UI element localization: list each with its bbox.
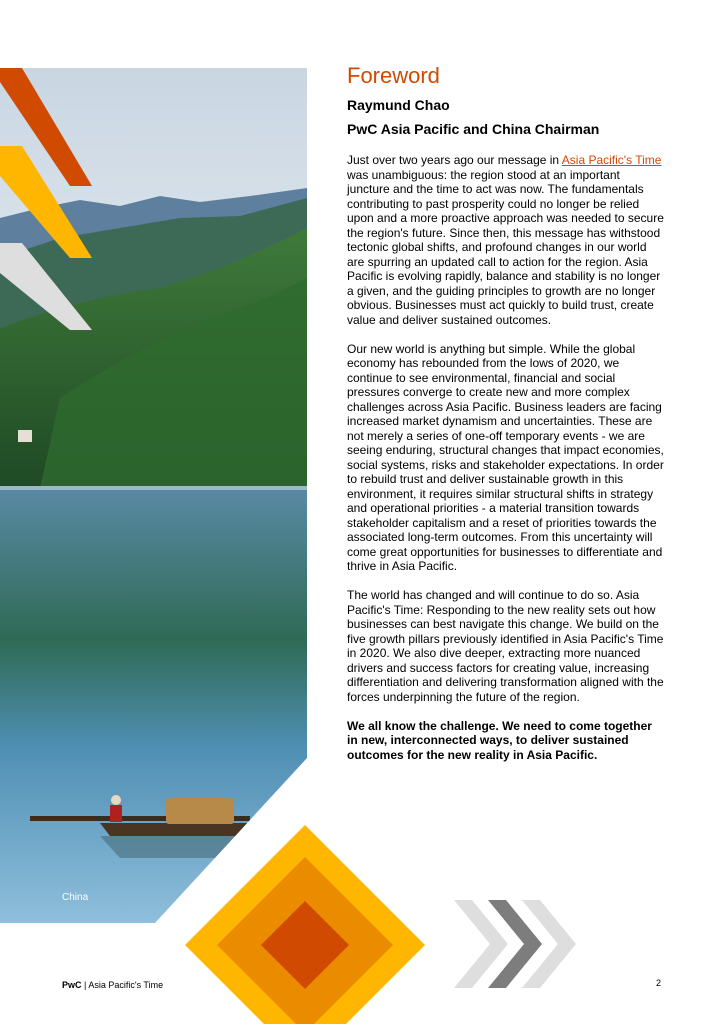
author-role: PwC Asia Pacific and China Chairman xyxy=(347,121,600,137)
footer-brand: PwC xyxy=(62,980,82,990)
footer xyxy=(62,980,163,990)
paragraph-4-conclusion: We all know the challenge. We need to come together in new, interconnected ways, to deliver sustained outcomes for the new reality in Asia Pacific. xyxy=(347,718,652,762)
chevron-arrows-icon xyxy=(454,900,576,988)
foreword-content xyxy=(347,63,665,777)
paragraph-2: Our new world is anything but simple. While the global economy has rebounded from the lows of 2020, we continue to see environmental, financial and social pressures converge to create new and more complex challenges across Asia Pacific. Business leaders are facing increased market dynamism and uncertainties. These are not merely a series of one-off temporary events - we are seeing enduring, structural changes that impact economies, social systems, risks and stakeholder expectations. In order to rebuild trust and deliver sustainable growth in this environment, it requires similar structural shifts in strategy and operational priorities - a material transition towards stakeholder capitalism and a reset of priorities towards the associated long-term outcomes. From this uncertainty will come great opportunities for businesses to differentiate and thrive in Asia Pacific. xyxy=(347,341,664,573)
page-title: Foreword xyxy=(347,63,440,88)
paragraph-1-rest: was unambiguous: the region stood at an important juncture and the time to act was now. The fundamentals contributing to past prosperity could no longer be relied upon and a more proactive approach was needed to secure the region's future. Since then, this message has withstood tectonic global shifts, and profound changes in our world are spurring an updated call to action for the region. Asia Pacific is evolving rapidly, balance and stability is no longer a given, and the guiding principles to growth are no longer obvious. Businesses must act quickly to build trust, create value and deliver sustained outcomes. xyxy=(347,167,664,327)
asia-pacifics-time-link[interactable]: Asia Pacific's Time xyxy=(561,153,662,167)
photo-caption: China xyxy=(62,892,89,903)
footer-publication: Asia Pacific's Time xyxy=(88,980,164,990)
page-number: 2 xyxy=(656,978,662,988)
paragraph-1-intro: Just over two years ago our message in xyxy=(347,153,562,167)
paragraph-1 xyxy=(347,153,665,327)
author-name: Raymund Chao xyxy=(347,97,450,113)
lake-landscape-photo xyxy=(0,68,307,923)
footer-separator: | xyxy=(81,980,89,990)
paragraph-3: The world has changed and will continue to do so. Asia Pacific's Time: Responding to the new reality sets out how businesses can best navigate this change. We build on the five growth pillars previously identified in Asia Pacific's Time in 2020. We also dive deeper, extracting more nuanced drivers and success factors for creating value, increasing differentiation and delivering transformation aligned with the forces underpinning the future of the region. xyxy=(347,588,664,704)
diamond-graphic xyxy=(185,825,425,1024)
